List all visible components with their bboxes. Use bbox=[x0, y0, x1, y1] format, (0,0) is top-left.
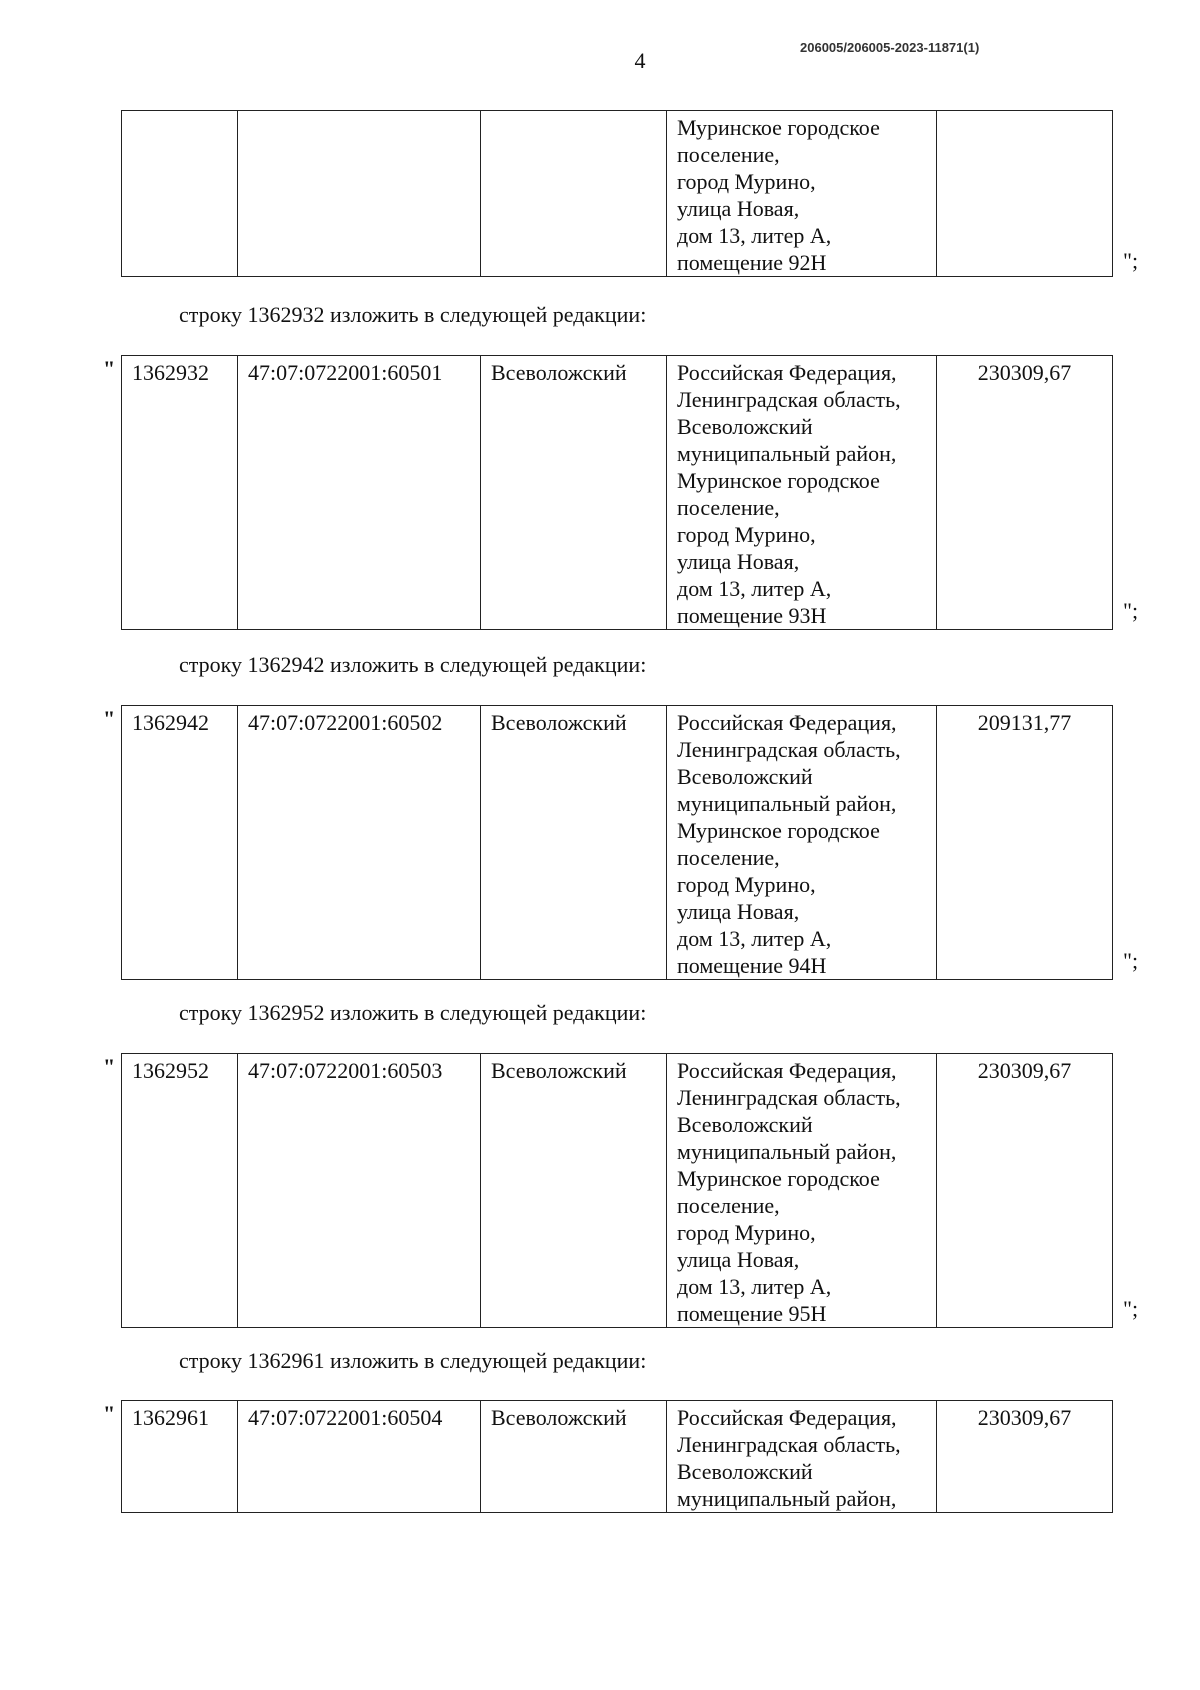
closing-quote: "; bbox=[1123, 598, 1139, 623]
address-line: Ленинградская область, bbox=[677, 387, 901, 412]
document-id: 206005/206005-2023-11871(1) bbox=[800, 40, 980, 55]
address-line: дом 13, литер А, bbox=[677, 926, 832, 951]
number-cell: 1362932 bbox=[122, 356, 238, 630]
address-cell bbox=[667, 706, 937, 980]
value-cell: 230309,67 bbox=[937, 1054, 1113, 1328]
number-cell: 1362952 bbox=[122, 1054, 238, 1328]
address-line: муниципальный район, bbox=[677, 441, 897, 466]
address-line: помещение 93Н bbox=[677, 603, 827, 628]
registry-table bbox=[121, 1400, 1113, 1513]
address-line: дом 13, литер А, bbox=[677, 223, 832, 248]
registry-table bbox=[121, 355, 1113, 630]
address-line: город Мурино, bbox=[677, 522, 816, 547]
address-line: Муринское городское bbox=[677, 1166, 880, 1191]
address-line: дом 13, литер А, bbox=[677, 1274, 832, 1299]
address-line: Ленинградская область, bbox=[677, 737, 901, 762]
opening-quote: " bbox=[103, 1401, 116, 1426]
opening-quote: " bbox=[103, 1054, 116, 1079]
address-line: Всеволожский bbox=[677, 1459, 813, 1484]
address-line: Ленинградская область, bbox=[677, 1085, 901, 1110]
address-cell bbox=[667, 111, 937, 277]
value-cell: 230309,67 bbox=[937, 356, 1113, 630]
address-line: поселение, bbox=[677, 1193, 780, 1218]
registry-table-fragment bbox=[121, 110, 1113, 277]
table-row bbox=[122, 1401, 1113, 1513]
address-line: Всеволожский bbox=[677, 1112, 813, 1137]
address-line: Ленинградская область, bbox=[677, 1432, 901, 1457]
district-cell bbox=[481, 111, 667, 277]
table-row bbox=[122, 1054, 1113, 1328]
address-line: помещение 92Н bbox=[677, 250, 827, 275]
address-line: поселение, bbox=[677, 142, 780, 167]
registry-table bbox=[121, 705, 1113, 980]
table-row bbox=[122, 356, 1113, 630]
address-cell bbox=[667, 1054, 937, 1328]
cadastral-cell: 47:07:0722001:60504 bbox=[238, 1401, 481, 1513]
registry-table bbox=[121, 1053, 1113, 1328]
address-line: Российская Федерация, bbox=[677, 360, 897, 385]
address-line: улица Новая, bbox=[677, 1247, 800, 1272]
cadastral-cell bbox=[238, 111, 481, 277]
closing-quote: "; bbox=[1123, 248, 1139, 273]
closing-quote: "; bbox=[1123, 948, 1139, 973]
address-line: город Мурино, bbox=[677, 1220, 816, 1245]
number-cell: 1362942 bbox=[122, 706, 238, 980]
number-cell bbox=[122, 111, 238, 277]
number-cell: 1362961 bbox=[122, 1401, 238, 1513]
district-cell: Всеволожский bbox=[481, 356, 667, 630]
address-line: город Мурино, bbox=[677, 872, 816, 897]
address-line: муниципальный район, bbox=[677, 791, 897, 816]
cadastral-cell: 47:07:0722001:60501 bbox=[238, 356, 481, 630]
address-line: поселение, bbox=[677, 495, 780, 520]
address-line: помещение 95Н bbox=[677, 1301, 827, 1326]
address-line: Муринское городское bbox=[677, 818, 880, 843]
table-row bbox=[122, 111, 1113, 277]
address-line: Российская Федерация, bbox=[677, 1405, 897, 1430]
address-cell bbox=[667, 356, 937, 630]
value-cell bbox=[937, 111, 1113, 277]
address-line: Муринское городское bbox=[677, 115, 880, 140]
value-cell: 209131,77 bbox=[937, 706, 1113, 980]
cadastral-cell: 47:07:0722001:60502 bbox=[238, 706, 481, 980]
opening-quote: " bbox=[103, 706, 116, 731]
district-cell: Всеволожский bbox=[481, 706, 667, 980]
address-line: Муринское городское bbox=[677, 468, 880, 493]
address-line: Всеволожский bbox=[677, 764, 813, 789]
page-number: 4 bbox=[634, 48, 646, 73]
district-cell: Всеволожский bbox=[481, 1054, 667, 1328]
address-line: дом 13, литер А, bbox=[677, 576, 832, 601]
address-line: Российская Федерация, bbox=[677, 710, 897, 735]
closing-quote: "; bbox=[1123, 1296, 1139, 1321]
address-line: Всеволожский bbox=[677, 414, 813, 439]
address-line: улица Новая, bbox=[677, 899, 800, 924]
address-line: улица Новая, bbox=[677, 196, 800, 221]
amendment-instruction: строку 1362942 изложить в следующей редакции: bbox=[179, 652, 647, 677]
address-line: поселение, bbox=[677, 845, 780, 870]
address-line: Российская Федерация, bbox=[677, 1058, 897, 1083]
amendment-instruction: строку 1362952 изложить в следующей редакции: bbox=[179, 1000, 647, 1025]
value-cell: 230309,67 bbox=[937, 1401, 1113, 1513]
district-cell: Всеволожский bbox=[481, 1401, 667, 1513]
address-line: муниципальный район, bbox=[677, 1139, 897, 1164]
opening-quote: " bbox=[103, 356, 116, 381]
address-line: помещение 94Н bbox=[677, 953, 827, 978]
address-line: улица Новая, bbox=[677, 549, 800, 574]
address-line: город Мурино, bbox=[677, 169, 816, 194]
address-cell bbox=[667, 1401, 937, 1513]
address-line: муниципальный район, bbox=[677, 1486, 897, 1511]
cadastral-cell: 47:07:0722001:60503 bbox=[238, 1054, 481, 1328]
table-row bbox=[122, 706, 1113, 980]
amendment-instruction: строку 1362932 изложить в следующей редакции: bbox=[179, 302, 647, 327]
amendment-instruction: строку 1362961 изложить в следующей редакции: bbox=[179, 1348, 647, 1373]
